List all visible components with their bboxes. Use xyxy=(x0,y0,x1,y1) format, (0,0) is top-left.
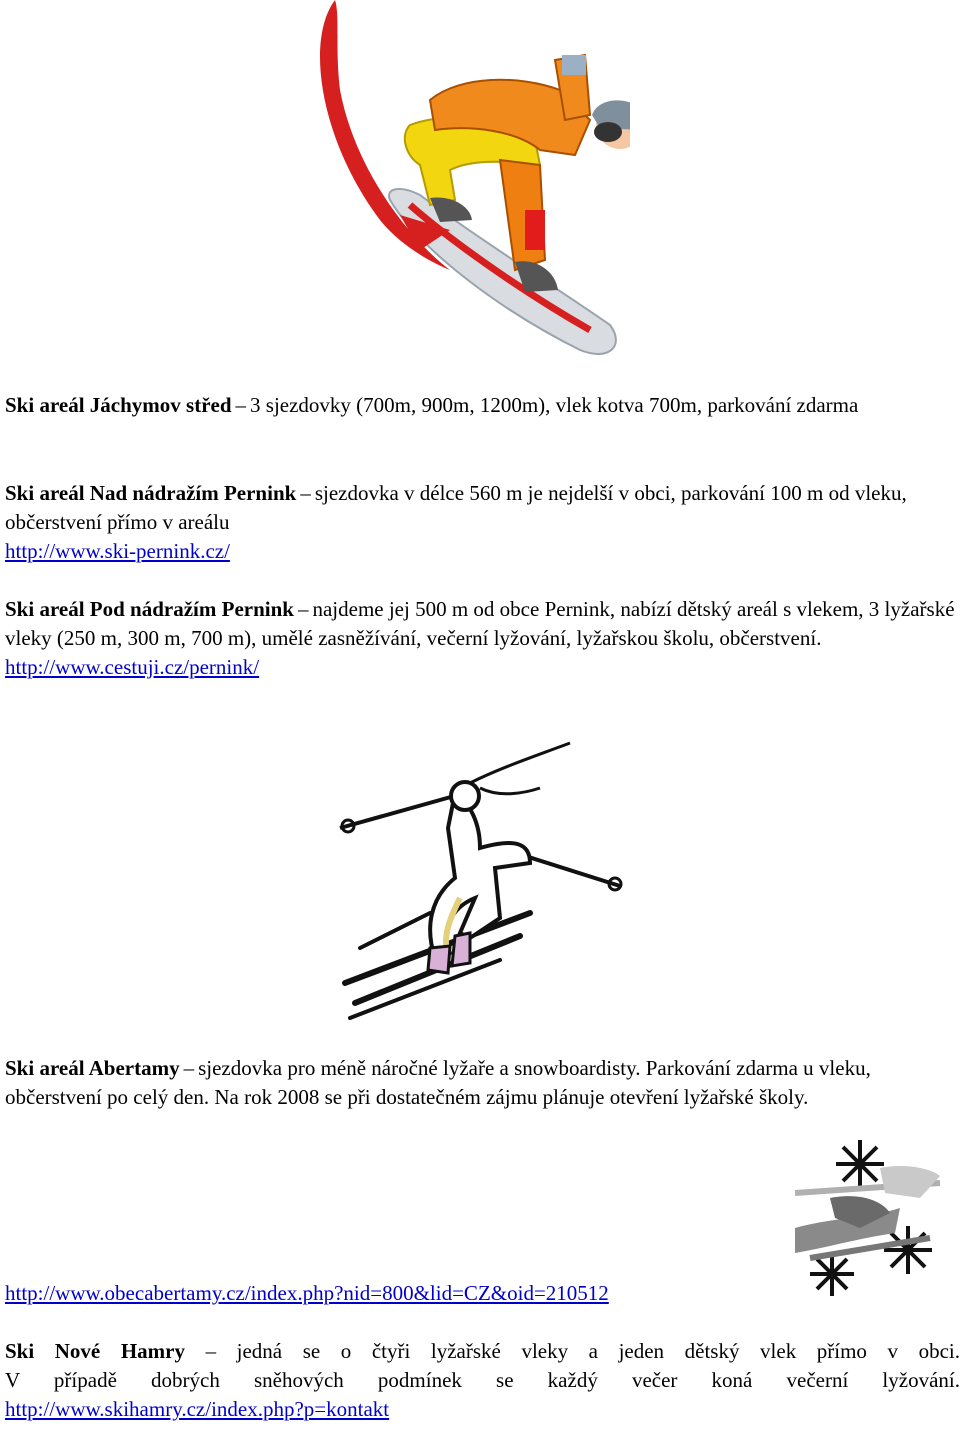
section-text-line2: V případě dobrých sněhových podmínek se každý večer koná večerní lyžování. xyxy=(5,1368,960,1392)
section-title: Ski areál Nad nádražím Pernink xyxy=(5,481,297,505)
section-title: Ski areál Jáchymov střed xyxy=(5,393,232,417)
section-text: sjezdovka pro méně náročné lyžaře a snowboardisty. Parkování zdarma u vleku, občerstvení po celý den. Na rok 2008 se při dostatečném zájmu plánuje otevření lyžařské školy. xyxy=(5,1056,871,1109)
cestuji-link[interactable]: http://www.cestuji.cz/pernink/ xyxy=(5,655,260,679)
skihamry-link[interactable]: http://www.skihamry.cz/index.php?p=kontakt xyxy=(5,1397,390,1421)
nove-hamry-line-1 xyxy=(5,1337,960,1366)
snowboarder-illustration xyxy=(300,0,630,365)
section-nad-nadrazim xyxy=(5,479,960,566)
skier-illustration xyxy=(330,738,640,1028)
section-text: 3 sjezdovky (700m, 900m, 1200m), vlek kotva 700m, parkování zdarma xyxy=(250,393,859,417)
section-text: najdeme jej 500 m od obce Pernink, nabízí dětský areál s vlekem, 3 lyžařské vleky (250 m, 300 m, 700 m), umělé zasněžívání, večerní lyžování, lyžařskou školu, občerstvení. xyxy=(5,597,955,650)
section-jachymov xyxy=(5,391,960,420)
dash: – xyxy=(297,597,309,621)
dash: – xyxy=(183,1056,195,1080)
section-abertamy xyxy=(5,1054,935,1112)
section-pod-nadrazim xyxy=(5,595,960,682)
section-text-line1: jedná se o čtyři lyžařské vleky a jeden dětský vlek přímo v obci. xyxy=(236,1339,960,1363)
section-text: sjezdovka v délce 560 m je nejdelší v obci, parkování 100 m od vleku, občerstvení přímo v areálu xyxy=(5,481,907,534)
section-title: Ski areál Pod nádražím Pernink xyxy=(5,597,294,621)
dash: – xyxy=(300,481,311,505)
dash: – xyxy=(205,1339,217,1363)
dash: – xyxy=(235,393,247,417)
abertamy-link-line xyxy=(5,1279,960,1308)
section-nove-hamry xyxy=(5,1337,960,1424)
section-title: Ski areál Abertamy xyxy=(5,1056,180,1080)
abertamy-link[interactable]: http://www.obecabertamy.cz/index.php?nid=800&lid=CZ&oid=210512 xyxy=(5,1281,609,1305)
nove-hamry-line-2 xyxy=(5,1366,960,1395)
section-title: Ski Nové Hamry xyxy=(5,1339,185,1363)
ski-pernink-link[interactable]: http://www.ski-pernink.cz/ xyxy=(5,539,230,563)
